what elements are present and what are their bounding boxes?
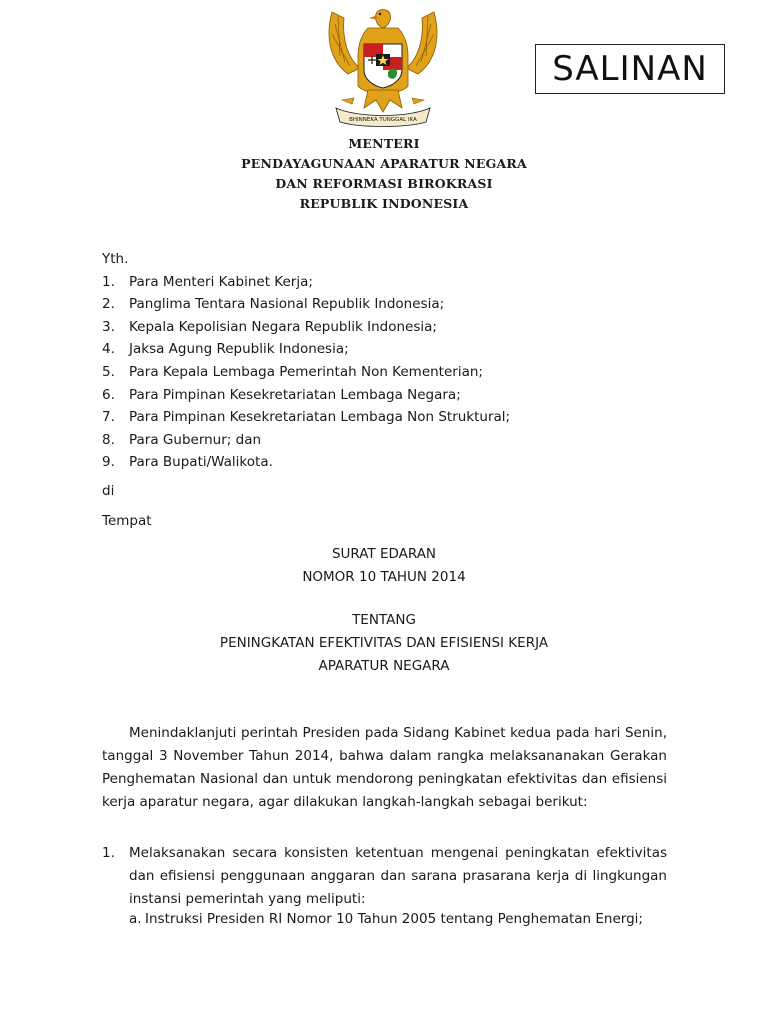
addressee-block: [102, 248, 702, 474]
addressee-item: 9. Para Bupati/Walikota.: [102, 454, 273, 471]
subject-block: [0, 609, 768, 678]
sub-list-item-letter: a.: [129, 911, 142, 927]
garuda-emblem-icon: [318, 4, 448, 130]
addressee-item: 4. Jaksa Agung Republik Indonesia;: [102, 341, 349, 358]
header-line-3: DAN REFORMASI BIROKRASI: [275, 176, 493, 191]
emblem-motto: BHINNEKA TUNGGAL IKA: [349, 117, 417, 123]
addressee-item: 8. Para Gubernur; dan: [102, 431, 262, 448]
di-label: di: [102, 483, 115, 499]
addressee-item: 1. Para Menteri Kabinet Kerja;: [102, 273, 313, 290]
sub-list-item-text: Instruksi Presiden RI Nomor 10 Tahun 2005 tentang Penghematan Energi;: [145, 911, 643, 927]
addressee-item: 6. Para Pimpinan Kesekretariatan Lembaga Negara;: [102, 386, 461, 403]
tempat-label: Tempat: [102, 513, 152, 529]
place-block: [102, 480, 152, 532]
salinan-stamp: SALINAN: [535, 44, 725, 94]
addressee-item: 5. Para Kepala Lembaga Pemerintah Non Kementerian;: [102, 363, 483, 380]
tentang-label: TENTANG: [352, 612, 416, 628]
subject-line-1: PENINGKATAN EFEKTIVITAS DAN EFISIENSI KERJA: [219, 635, 549, 651]
opening-paragraph: Menindaklanjuti perintah Presiden pada Sidang Kabinet kedua pada hari Senin, tanggal 3 November Tahun 2014, bahwa dalam rangka melaksananakan Gerakan Penghematan Nasional dan untuk mendorong peningkatan efektivitas dan efisiensi kerja aparatur negara, agar dilakukan langkah-langkah sebagai berikut:: [102, 725, 667, 810]
list-item-text: Melaksanakan secara konsisten ketentuan mengenai peningkatan efektivitas dan efisiensi penggunaan anggaran dan sarana prasarana kerja di lingkungan instansi pemerintah yang meliputi:: [129, 845, 667, 907]
instruction-list: [102, 842, 667, 911]
circular-title: [0, 543, 768, 589]
document-number: NOMOR 10 TAHUN 2014: [302, 569, 466, 585]
addressee-item: 3. Kepala Kepolisian Negara Republik Indonesia;: [102, 318, 437, 335]
header-line-1: MENTERI: [348, 136, 420, 151]
sub-list: [129, 908, 667, 931]
header-line-2: PENDAYAGUNAAN APARATUR NEGARA: [241, 156, 527, 171]
sub-list-item: [129, 908, 667, 931]
list-item: [102, 842, 667, 911]
document-type: SURAT EDARAN: [331, 546, 437, 562]
salutation: Yth.: [102, 251, 129, 267]
addressee-item: 7. Para Pimpinan Kesekretariatan Lembaga Non Struktural;: [102, 409, 511, 426]
subject-line-2: APARATUR NEGARA: [318, 658, 450, 674]
list-item-number: 1.: [102, 845, 115, 861]
ministry-header: [0, 134, 768, 214]
addressee-item: 2. Panglima Tentara Nasional Republik Indonesia;: [102, 296, 445, 313]
header-line-4: REPUBLIK INDONESIA: [299, 196, 469, 211]
